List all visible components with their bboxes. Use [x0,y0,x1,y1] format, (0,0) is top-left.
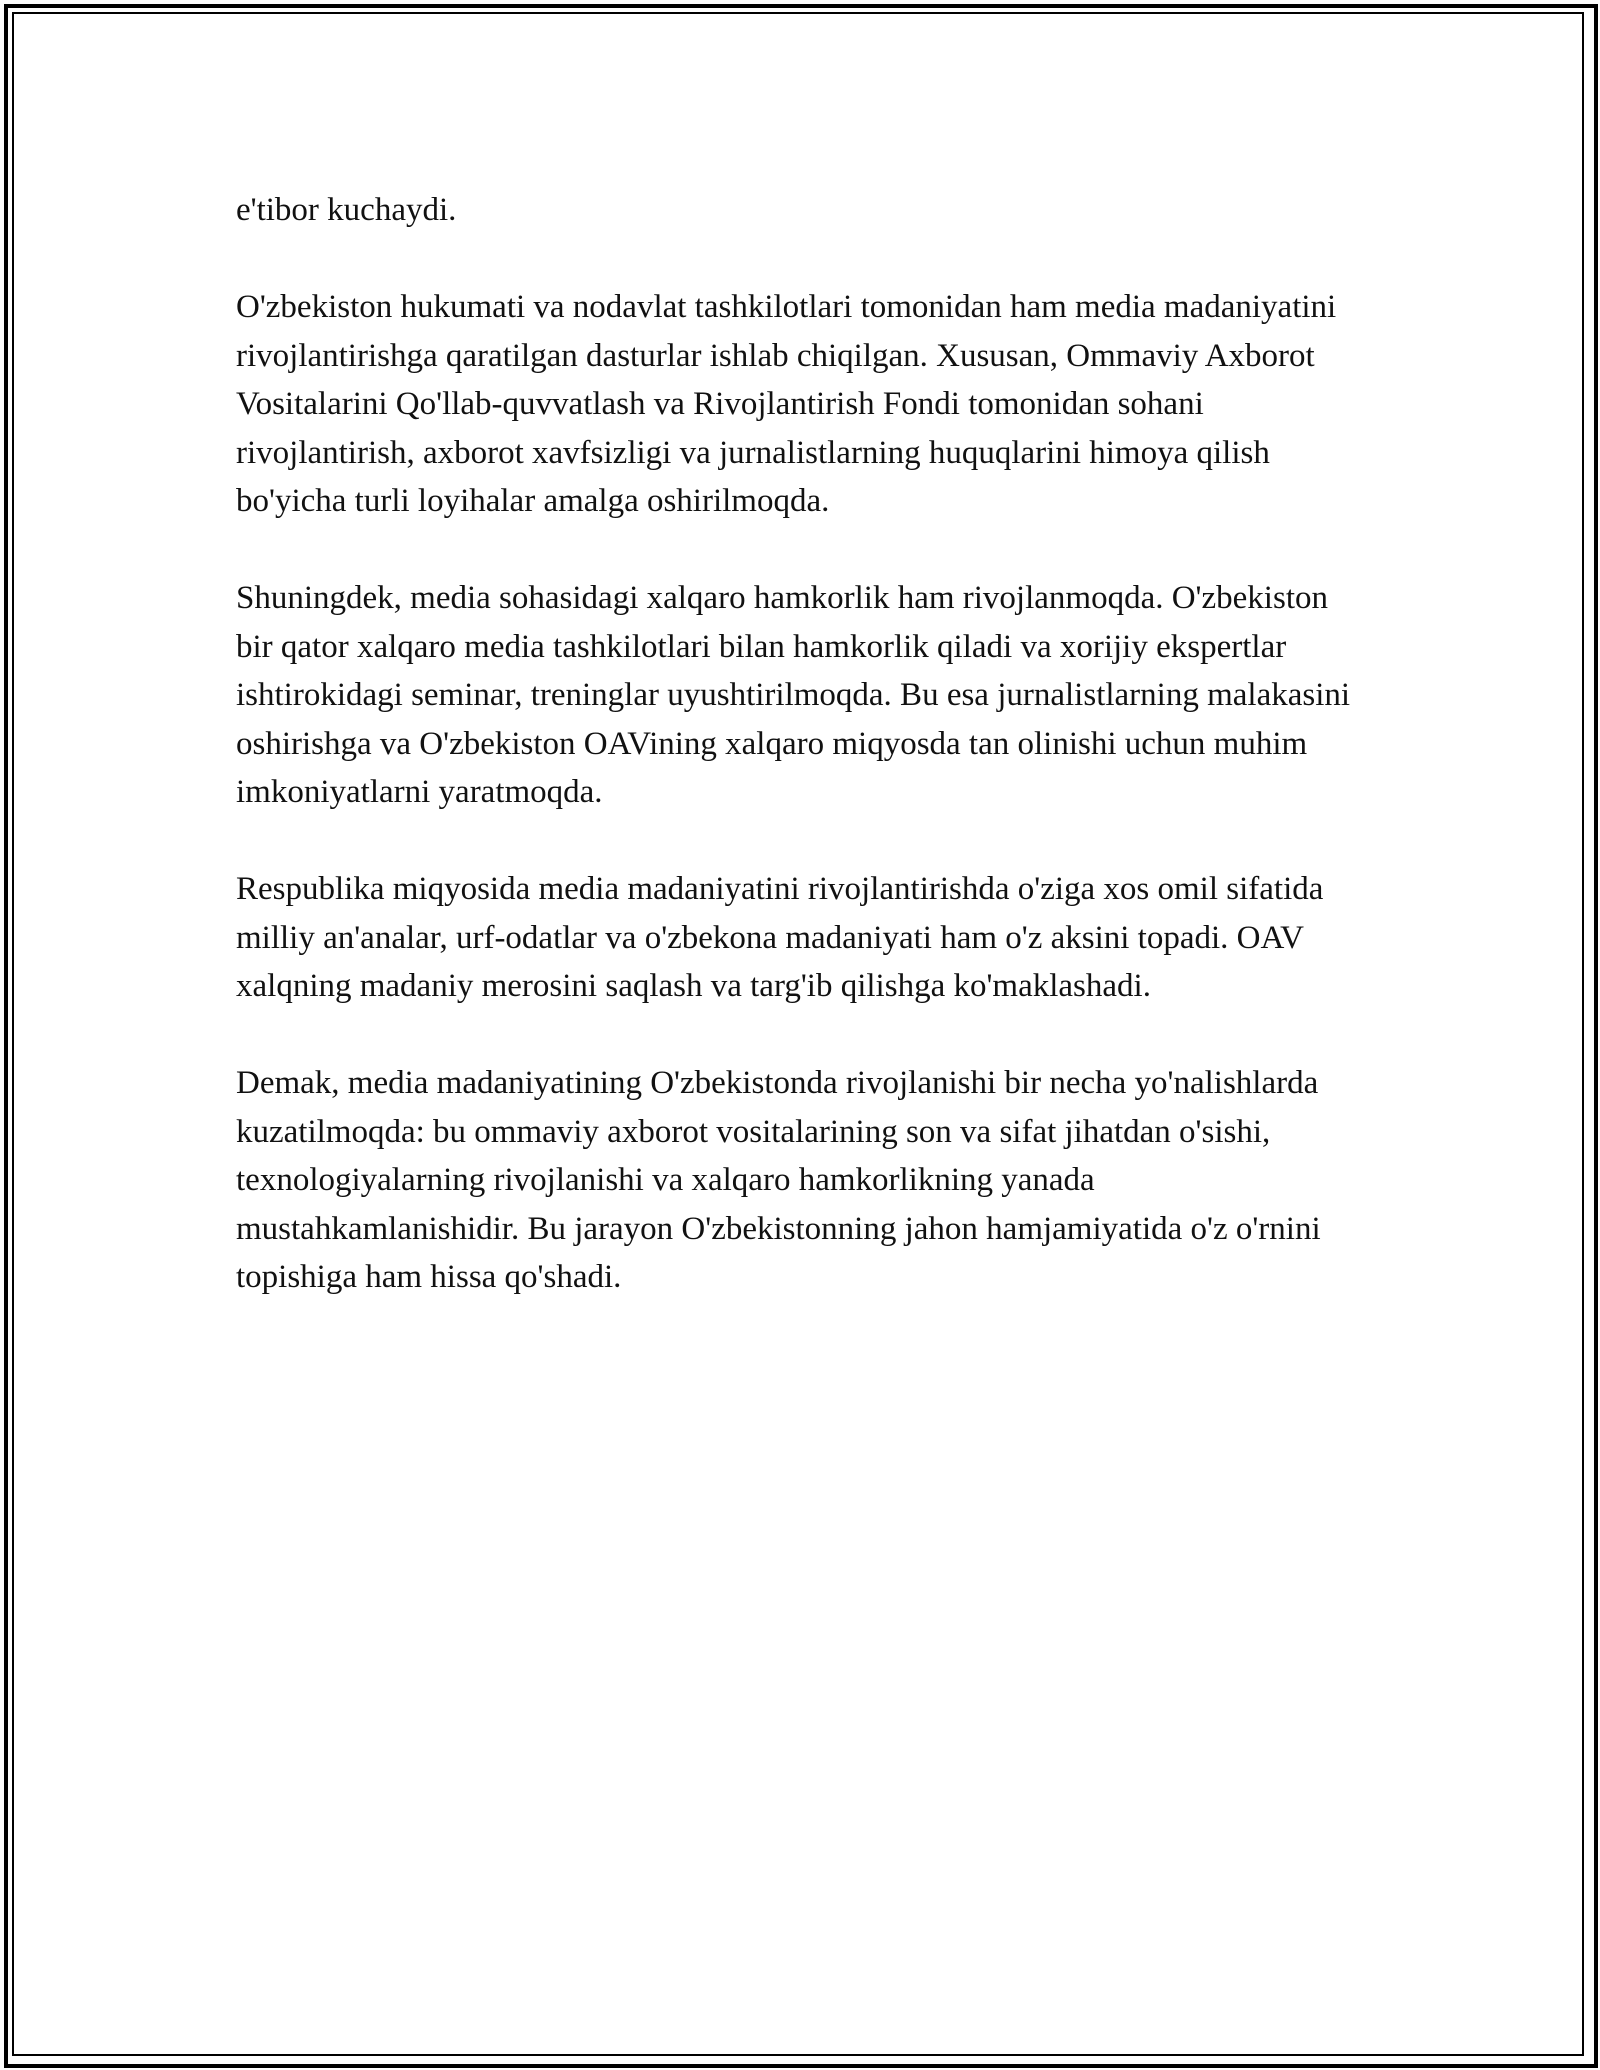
paragraph-national-traditions: Respublika miqyosida media madaniyatini rivojlantirishda o'ziga xos omil sifatida milliy an'analar, urf-odatlar va o'zbekona madaniyati ham o'z aksini topadi. OAV xalqning madaniy merosini saqlash va targ'ib qilishga ko'maklashadi. [236,871,1324,1004]
paragraph-government-programs: O'zbekiston hukumati va nodavlat tashkilotlari tomonidan ham media madaniyatini rivojlantirishga qaratilgan dasturlar ishlab chiqilgan. Xususan, Ommaviy Axborot Vositalarini Qo'llab-quvvatlash va Rivojlantirish Fondi tomonidan sohani rivojlantirish, axborot xavfsizligi va jurnalistlarning huquqlarini himoya qilish bo'yicha turli loyihalar amalga oshirilmoqda. [236,289,1337,519]
document-body [236,186,1366,1350]
paragraph-conclusion: Demak, media madaniyatining O'zbekistonda rivojlanishi bir necha yo'nalishlarda kuzatilmoqda: bu ommaviy axborot vositalarining son va sifat jihatdan o'sishi, texnologiyalarning rivojlanishi va xalqaro hamkorlikning yanada mustahkamlanishidir. Bu jarayon O'zbekistonning jahon hamjamiyatida o'z o'rnini topishiga ham hissa qo'shadi. [236,1065,1321,1295]
paragraph-international-cooperation: Shuningdek, media sohasidagi xalqaro hamkorlik ham rivojlanmoqda. O'zbekiston bir qator xalqaro media tashkilotlari bilan hamkorlik qiladi va xorijiy ekspertlar ishtirokidagi seminar, treninglar uyushtirilmoqda. Bu esa jurnalistlarning malakasini oshirishga va O'zbekiston OAVining xalqaro miqyosda tan olinishi uchun muhim imkoniyatlarni yaratmoqda. [236,580,1351,810]
paragraph-continuation: e'tibor kuchaydi. [236,192,457,228]
